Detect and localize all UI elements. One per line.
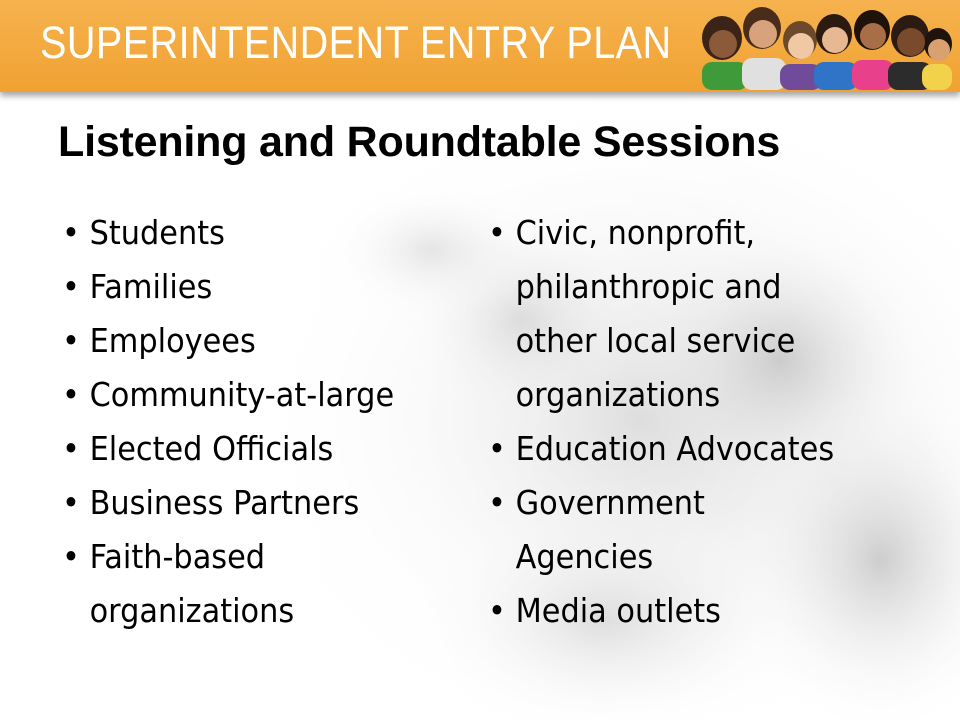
bullet-icon: • — [488, 591, 506, 630]
list-item-continuation: organizations — [515, 375, 721, 414]
bullet-icon: • — [488, 429, 506, 468]
list-item: • Families — [62, 260, 430, 314]
children-photo — [696, 4, 952, 90]
list-item: • Students — [62, 206, 430, 260]
list-item-continuation: Agencies — [515, 537, 654, 576]
list-item — [488, 476, 893, 530]
left-bullet-list — [62, 206, 462, 584]
list-item: • Community-at-large — [62, 368, 430, 422]
list-item-line: Media outlets — [515, 591, 721, 630]
list-item-continuation: other local service — [515, 321, 796, 360]
bullet-icon: • — [488, 213, 506, 252]
bullet-icon: • — [488, 483, 506, 522]
list-item: • Business Partners — [62, 476, 430, 530]
left-continuation — [62, 584, 462, 638]
list-item — [488, 584, 893, 638]
list-item-line: Education Advocates — [515, 429, 835, 468]
right-bullet-list — [488, 206, 928, 638]
list-item: • Faith-based — [62, 530, 430, 584]
list-item-line: Civic, nonprofit, — [515, 213, 756, 252]
list-item: • Employees — [62, 314, 430, 368]
slide-title: Listening and Roundtable Sessions — [58, 118, 781, 166]
list-item — [488, 206, 893, 260]
list-item: • Elected Officials — [62, 422, 430, 476]
list-item-continuation: organizations — [89, 591, 295, 630]
header-banner — [0, 0, 960, 92]
banner-title: SUPERINTENDENT ENTRY PLAN — [40, 17, 672, 68]
list-item-continuation: philanthropic and — [515, 267, 782, 306]
list-item-line: Government — [515, 483, 705, 522]
list-item — [488, 422, 893, 476]
